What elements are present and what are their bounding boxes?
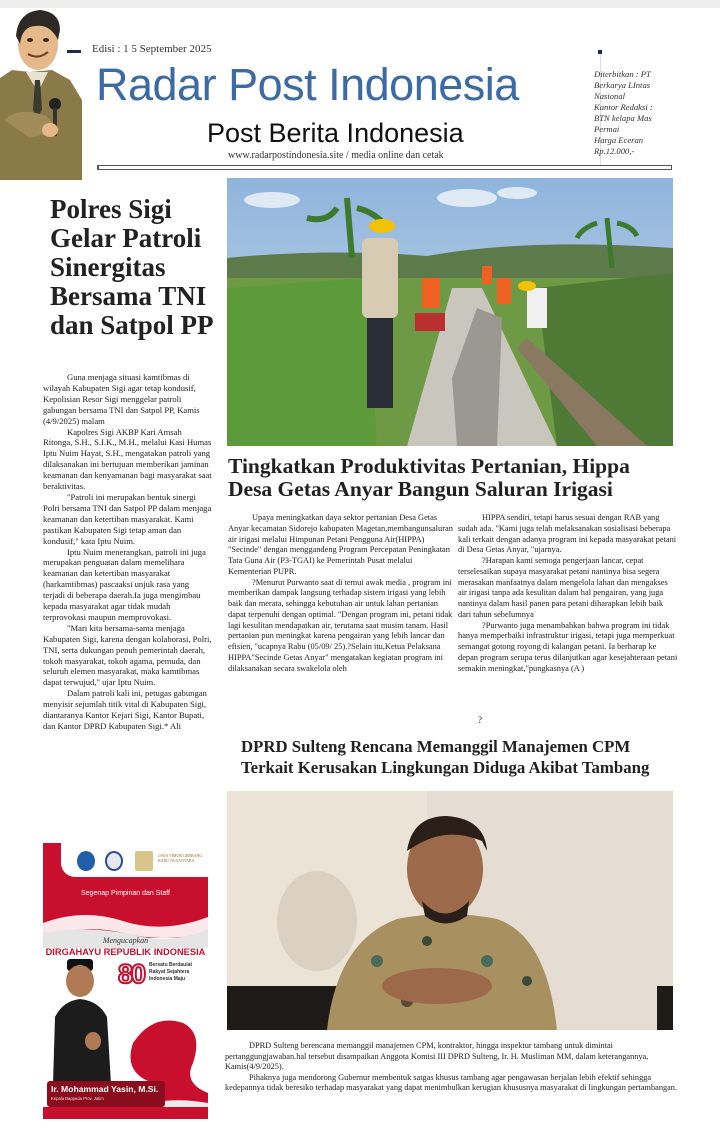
paragraph: Dalam patroli kali ini, petugas gabungan menyisir sejumlah titik vital di Kabupaten Sigi, diantaranya Kantor Kejari Sigi, Kantor Bupati, dan Kantor DPRD Kabupaten Sigi.* Ali: [43, 688, 207, 731]
publisher-line: BTN kelapa Mas: [594, 113, 652, 123]
publisher-info: [594, 69, 674, 157]
bappeda-logo-icon: [105, 851, 123, 871]
ad-script-text: Mengucapkan: [102, 936, 149, 945]
paragraph: ?Harapan kami semoga pengerjaan lancar, cepat terselesaikan supaya masyarakat petani nantinya bisa segera merasakan manfaatnya dalam mengelola lahan dan mengakses air irigasi tanpa ada kesulitan dalam hal pengairan, yang juga nantinya dalam hasil panen para petani diharapkan lebih baik dari tahun sebelumnya: [458, 556, 668, 619]
paragraph: Iptu Nuim menerangkan, patroli ini juga merupakan penguatan dalam memelihara keamanan dan ketertiban masyarakat (harkamtibmas) pascaaksi unjuk rasa yang terjadi di beberapa daerah.Ia juga mengimbau kepada masyarakat agar tidak mudah terprovokasi maupun memprovokasi.: [43, 546, 206, 622]
publisher-line: Diterbitkan : PT: [594, 69, 651, 79]
slogan-line: Rakyat Sejahtera: [149, 969, 190, 975]
ad-slogan: [149, 962, 207, 983]
paragraph: "Patroli ini merupakan bentuk sinergi Polri bersama TNI dan Satpol PP dalam menjaga keamanan dan ketertiban masyarakat. Kami pastikan Kabupaten Sigi tetap aman dan kondusif," kata Iptu Nuim.: [43, 491, 212, 546]
jatim-emblem-icon: [77, 851, 95, 871]
paragraph: Kapolres Sigi AKBP Kari Amsah Ritonga, S.H., S.I.K., M.H., melalui Kasi Humas Iptu Nuim Hayat, S.H., mengatakan patroli yang dilaksanakan ini bertujuan memberikan jaminan keamanan dan kenyamanan bagi masyarakat saat beraktivitas.: [43, 426, 212, 492]
ad-person-photo: [49, 959, 121, 1084]
article-irigasi-col1: [228, 513, 454, 674]
edition-date: Edisi : 1 5 September 2025: [92, 43, 212, 55]
ad-line1: Segenap Pimpinan dan Staff: [81, 890, 170, 897]
ad-bottom-band: [43, 1107, 208, 1119]
jatim-nusantara-logo-icon: [135, 851, 153, 871]
top-bar: [0, 0, 720, 8]
article-body-polres-sigi: [43, 372, 213, 732]
publisher-line: Kantor Redaksi :: [594, 102, 653, 112]
publisher-line: Nasional: [594, 91, 626, 101]
paragraph: HIPPA sendiri, tetapi harus sesuai dengan RAB yang sudah ada. "Kami juga telah melaksanakan sosialisasi beberapa kali terkait dengan adanya program ini kepada masyarakat petani di Desa Getas Anyar, "ujarnya.: [458, 513, 677, 555]
ad-line3: Provinsi Jawa Timur: [94, 909, 157, 916]
header-rule: [97, 165, 672, 170]
masthead-subtitle: Post Berita Indonesia: [207, 118, 464, 148]
paragraph: ?Menurut Purwanto saat di temui awak media , program ini memberikan dampak langsung terhadap sistem irigasi yang lebih baik dan merata, sehingga kebutuhan air untuk lahan pertanian dapat terpenuhi dengan optimal. "Dengan program ini, petani tidak lagi kesulitan mendapatkan air, terutama saat musim tanam. Hasil pertanian pun meningkat karena pengairan yang lebih lancar dan efisien, "ucapnya Rabu (05/09/ 25).?Selain itu,Ketua Pelaksana HIPPA"Secinde Getas Anyar" mengatakan kegiatan program ini dilaksanakan secara swakelola oleh: [228, 577, 453, 673]
advertisement-dirgahayu[interactable]: [43, 843, 208, 1119]
stray-mark: ?: [478, 715, 482, 725]
paragraph: Pihaknya juga mendorong Gubernur membentuk satgas khusus tambang agar pengawasan berjalan lebih efektif sehingga kedepannya tidak beresiko terhadap masyarakat yang dapat menimbulkan kerugian khususnya masyarakat di lingkungan pertambangan.: [225, 1072, 678, 1093]
ad-person-name: Ir. Mohammad Yasin, M.Si.: [51, 1084, 159, 1094]
publisher-line: Rp.12.000,-: [594, 146, 635, 156]
paragraph: Guna menjaga situasi kamtibmas di wilayah Kabupaten Sigi agar tetap kondusif, Kepolisian Resor Sigi menggelar patroli gabungan bersama TNI dan Satpol PP, Kamis (4/9/2025) malam: [43, 372, 200, 426]
irrigation-photo[interactable]: [227, 178, 673, 446]
masthead-title: Radar Post Indonesia: [96, 59, 519, 110]
website-url[interactable]: www.radarpostindonesia.site / media online dan cetak: [228, 150, 444, 161]
publisher-line: Harga Eceran: [594, 135, 644, 145]
slogan-line: Bersatu Berdaulat: [149, 962, 193, 968]
caricature-illustration: [0, 0, 82, 180]
header-divider-tick: [598, 50, 602, 54]
dprd-member-photo[interactable]: [227, 791, 673, 1030]
headline-dprd-sulteng: DPRD Sulteng Rencana Memanggil Manajemen CPM Terkait Kerusakan Lingkungan Diduga Akibat Tambang: [241, 737, 650, 777]
ad-greeting: DIRGAHAYU REPUBLIK INDONESIA: [45, 947, 206, 957]
ad-person-role: Kepala Bappeda Prov. Jatim: [51, 1096, 104, 1101]
ad-line2: Badan Perencanaan Pembangunan Daerah: [54, 899, 197, 906]
headline-irigasi: Tingkatkan Produktivitas Pertanian, Hippa Desa Getas Anyar Bangun Saluran Irigasi: [228, 454, 630, 501]
article-irigasi-col2: [458, 513, 678, 674]
headline-polres-sigi: Polres Sigi Gelar Patroli Sinergitas Bersama TNI dan Satpol PP: [50, 194, 214, 340]
paragraph: "Mari kita bersama-sama menjaga Kabupaten Sigi, karena dengan kolaborasi, Polri, TNI, serta dukungan penuh pemerintah daerah, tokoh masyarakat, tokoh agama, pemuda, dan seluruh elemen masyarakat, maka kamtibmas dapat terwujud," ujar Iptu Nuim.: [43, 622, 212, 688]
ad-logo-text: JAWA TIMUR GERBANG BARU NUSANTARA: [158, 853, 203, 863]
paragraph: Upaya meningkatkan daya sektor pertanian Desa Getas Anyar kecamatan Sidorejo kabupaten Magetan,membangunsaluran air irigasi melalui Himpunan Petani Pengguna Air(HIPPA) "Secinde" dengan menggandeng Program Percepatan Peningkatan Tata Guna Air (P3-TGAI) ke Pemerintah Pusat melalui Kementerian PUPR.: [228, 513, 453, 576]
slogan-line: Indonesia Maju: [149, 976, 186, 982]
publisher-line: Permai: [594, 124, 620, 134]
edition-marker: [67, 50, 81, 53]
paragraph: DPRD Sulteng berencana memanggil manajemen CPM, kontraktor, hingga inspektur tambang untuk dimintai pertanggungjawaban.hal tersebut disampaikan Anggota Komisi III DPRD Sulteng, Ir. H. Musliman MM, dalam keterangannya, Kamis(4/9/2025).: [225, 1041, 649, 1072]
paragraph: ?Purwanto juga menambahkan bahwa program ini tidak hanya memperbaiki infrastruktur irigasi, tetapi juga memperkuat semangat gotong royong di kalangan petani. Ia berharap ke depan program serupa terus dilanjutkan agar kesejahteraan petani semakin meningkat,"pungkasnya (A ): [458, 620, 678, 673]
publisher-line: Berkarya LIntas: [594, 80, 651, 90]
ad-anniversary-number: 80: [118, 959, 145, 989]
article-body-dprd-sulteng: [225, 1041, 680, 1094]
